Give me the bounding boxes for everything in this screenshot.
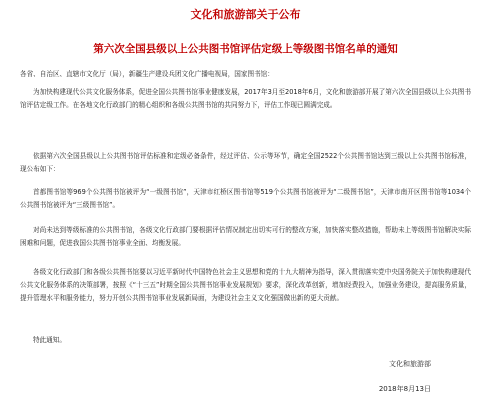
signature-block <box>321 358 431 371</box>
document-title: 第六次全国县级以上公共图书馆评估定级上等级图书馆名单的通知 <box>93 43 398 55</box>
paragraph-1: 为加快构建现代公共文化服务体系，促进全国公共图书馆事业健康发展，2017年3月至2018年6月，文化和旅游部开展了第六次全国县级以上公共图书馆评估定级工作。在各地文化行政部门的精心组织和各级公共图书馆的共同努力下，评估工作现已圆满完成。 <box>20 88 471 109</box>
paragraph-4: 对尚未达到等级标准的公共图书馆，各级文化行政部门要根据评估情况制定出切实可行的整改方案，加快落实整改措施，帮助未上等级图书馆解决实际困难和问题，促进我国公共图书馆事业全面、均衡发展。 <box>20 226 471 247</box>
salutation-block <box>20 68 471 81</box>
salutation: 各省、自治区、直辖市文化厅（局），新疆生产建设兵团文化广播电视局，国家图书馆： <box>20 70 274 78</box>
paragraph-3-block <box>20 186 471 212</box>
date-block <box>321 383 431 396</box>
paragraph-2-block <box>20 150 471 176</box>
paragraph-3: 首都图书馆等969个公共图书馆被评为“一级图书馆”，天津市红桥区图书馆等519个公共图书馆被评为“二级图书馆”，天津市南开区图书馆等1034个公共图书馆被评为“三级图书馆”。 <box>20 188 471 209</box>
closing-line: 特此通知。 <box>33 336 66 344</box>
paragraph-4-block <box>20 224 471 250</box>
signature: 文化和旅游部 <box>389 360 431 368</box>
paragraph-5-block <box>20 266 471 305</box>
paragraph-1-block <box>20 86 471 112</box>
date: 2018年8月13日 <box>378 385 431 393</box>
issuer-heading: 文化和旅游部关于公布 <box>190 8 301 21</box>
paragraph-6-block <box>20 334 471 347</box>
paragraph-2: 依据第六次全国县级以上公共图书馆评估标准和定级必备条件，经过评估、公示等环节，确定全国2522个公共图书馆达到三级以上公共图书馆标准，现公布如下： <box>20 152 471 173</box>
paragraph-5: 各级文化行政部门和各级公共图书馆要以习近平新时代中国特色社会主义思想和党的十九大精神为指导，深入贯彻落实党中央国务院关于加快构建现代公共文化服务体系的决策部署，按照《“十三五”时期全国公共图书馆事业发展规划》要求，深化改革创新，增加经费投入，加强业务建设，提高服务质量，提升管理水平和服务能力，努力开创公共图书馆事业发展新局面，为建设社会主义文化强国做出新的更大贡献。 <box>20 268 471 302</box>
